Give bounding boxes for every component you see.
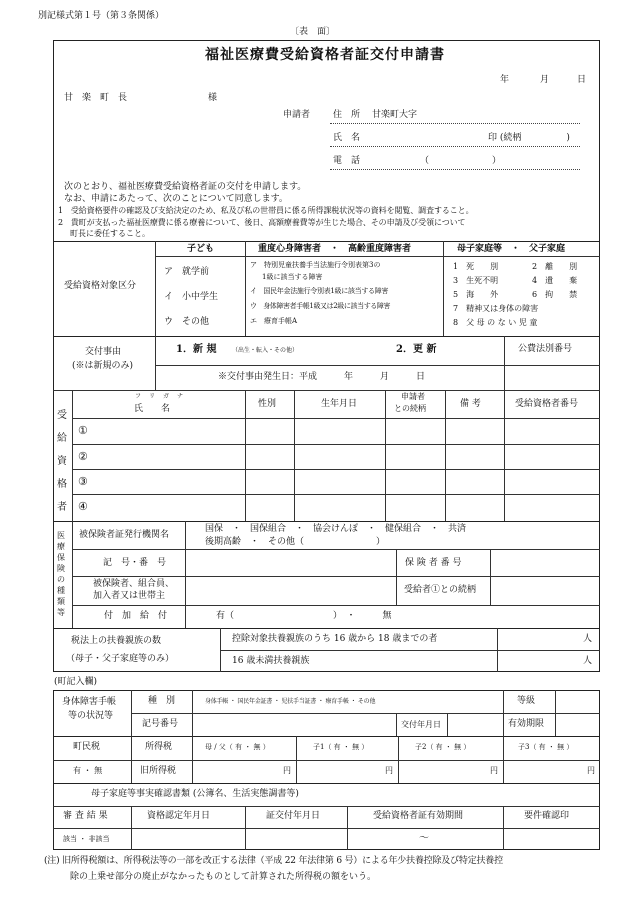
issuer-label: 被保険者証発行機関名 (79, 530, 170, 540)
disabled-option-u[interactable]: ウ 身体障害者手帳1級又は2級に該当する障害 (250, 302, 391, 310)
recipient-side-4: 格 (57, 479, 67, 490)
seal-relation-field[interactable]: 印 (続柄 ) (488, 133, 570, 143)
single-option-3[interactable]: 3 生死不明 (453, 276, 499, 285)
issue-date-col: 証交付年月日 (266, 811, 321, 821)
date-day: 日 (577, 75, 587, 85)
recipient-side-1: 受 (57, 410, 67, 421)
relation-col-label: 申請者 (401, 392, 425, 401)
child2-tax[interactable]: 子2（ 有 ・ 無 ） (415, 743, 471, 751)
dependents-unit-1: 人 (583, 634, 593, 644)
handbook-label: 身体障害手帳 (62, 697, 117, 707)
yen-4: 円 (587, 766, 595, 775)
consent-item1: 1 受給資格要件の確認及び支給決定のため、私及び私の世帯員に係る所得課税状況等の資料を閲覧、調査すること。 (58, 206, 474, 215)
public-no-label: 公費法別番号 (518, 344, 573, 354)
father-tax[interactable]: 母 / 父（ 有 ・ 無 ） (205, 743, 270, 751)
reason-note: (※は新規のみ) (72, 361, 134, 371)
record-label: 記号番号 (142, 719, 179, 729)
cert-date-label: 資格認定年月日 (147, 811, 211, 821)
addressee-sama: 様 (208, 93, 218, 103)
insured-label-2: 加入者又は世帯主 (93, 591, 166, 601)
consent-line2: なお、申請にあたって、次のことについて同意します。 (64, 194, 288, 204)
town-heading: (町記入欄) (54, 677, 98, 687)
insurer-no-label: 保 険 者 番 号 (405, 558, 462, 568)
applicant-label: 申請者 (283, 110, 311, 120)
recipient-side-3: 資 (57, 456, 67, 467)
recipient-row-2[interactable]: ② (78, 450, 88, 463)
dependents-row-1: 控除対象扶養親族のうち 16 歳から 18 歳までの者 (232, 634, 438, 644)
birth-col-label: 生年月日 (321, 399, 358, 409)
form-number: 別記様式第１号（第３条関係） (38, 11, 165, 21)
single-option-7[interactable]: 7 精神又は身体の障害 (453, 304, 539, 313)
benefit-label: 付 加 給 付 (104, 611, 168, 621)
address-label: 住 所 (333, 110, 361, 120)
footnote-line2: 除の上乗せ部分の廃止がなかったものとして計算された所得税の額をいう。 (70, 872, 377, 882)
ins-side-4: 険 (57, 564, 65, 573)
child-option-a[interactable]: ア 就学前 (164, 267, 210, 277)
col-disabled: 重度心身障害者 ・ 高齢重度障害者 (258, 244, 412, 254)
yen-3: 円 (490, 766, 498, 775)
single-option-2[interactable]: 2 離 別 (532, 262, 578, 271)
notes-col-label: 備 考 (460, 399, 481, 409)
phone-label: 電 話 (333, 156, 361, 166)
recipient-row-1[interactable]: ① (78, 424, 88, 437)
valid-period-label: 受給資格者証有効期間 (373, 811, 464, 821)
income-tax-label: 所得税 (145, 742, 173, 752)
type-label: 種 別 (148, 696, 176, 706)
tax-label: 町民税 (73, 742, 101, 752)
child-option-u[interactable]: ウ その他 (164, 317, 210, 327)
valid-period-tilde: 〜 (419, 833, 429, 844)
disabled-option-a[interactable]: ア 特別児童扶養手当法施行令別表第3の (250, 261, 381, 269)
address-field[interactable]: 甘楽町大字 (372, 110, 418, 120)
valid-label: 有効期限 (508, 719, 545, 729)
addressee: 甘 楽 町 長 (64, 93, 128, 103)
recipient-row-4[interactable]: ④ (78, 500, 88, 513)
old-income-tax-label: 旧所得税 (140, 766, 177, 776)
occur-date[interactable]: ※交付事由発生日：平成 年 月 日 (218, 372, 426, 382)
page-title: 福祉医療費受給資格者証交付申請書 (205, 47, 445, 63)
reason-new-note: （出生・転入・その他） (232, 347, 299, 354)
type-value[interactable]: 身体手帳 ・ 国民年金証書 ・ 児扶手当証書 ・ 療育手帳 ・ その他 (205, 698, 376, 705)
review-label: 審 査 結 果 (63, 811, 108, 821)
disabled-option-e[interactable]: エ 療育手帳A (250, 317, 298, 325)
handbook-label-2: 等の状況等 (68, 711, 114, 721)
ins-side-3: 保 (57, 553, 65, 562)
ins-side-1: 医 (57, 531, 65, 540)
ins-side-8: 等 (57, 608, 65, 617)
issue-date-label: 交付年月日 (401, 720, 441, 729)
dependents-unit-2: 人 (583, 656, 593, 666)
child1-tax[interactable]: 子1（ 有 ・ 無 ） (313, 743, 369, 751)
disabled-option-i[interactable]: イ 国民年金法施行令別表1級に該当する障害 (250, 287, 389, 295)
relation-col-label-2: との続柄 (394, 404, 426, 413)
sex-col-label: 性別 (258, 399, 277, 409)
category-label: 受給資格対象区分 (64, 281, 137, 291)
recipient-side-2: 給 (57, 433, 67, 444)
consent-line1: 次のとおり、福祉医療費受給資格者証の交付を申請します。 (64, 182, 307, 192)
col-single-parent: 母子家庭等 ・ 父子家庭 (457, 244, 566, 254)
child-option-i[interactable]: イ 小中学生 (164, 292, 219, 302)
single-option-1[interactable]: 1 死 別 (453, 262, 499, 271)
cert-no-col-label: 受給資格者番号 (515, 399, 579, 409)
child3-tax[interactable]: 子3（ 有 ・ 無 ） (518, 743, 574, 751)
yen-2: 円 (385, 766, 393, 775)
seal-label: 要件確認印 (524, 811, 570, 821)
grade-label: 等級 (517, 696, 536, 706)
ins-side-5: の (57, 575, 65, 584)
footnote-line1: (注) 旧所得税額は、所得税法等の一部を改正する法律（平成 22 年法律第 6 号）による年少扶養控除及び特定扶養控 (44, 856, 503, 866)
ins-side-7: 類 (57, 597, 65, 606)
consent-item2: 2 貴町が支払った福祉医療費に係る療養について、後日、高額療養費等が生じた場合、その申請及び受領について (58, 218, 466, 227)
recipient-row-3[interactable]: ③ (78, 475, 88, 488)
tax-yesno[interactable]: 有 ・ 無 (73, 766, 103, 775)
review-value[interactable]: 該当 ・ 非該当 (63, 835, 110, 843)
insured-label: 被保険者、組合員、 (93, 579, 175, 589)
ins-side-6: 種 (57, 586, 65, 595)
dependents-label-2: （母子・父子家庭等のみ） (66, 654, 175, 664)
relation-label: 受給者①との続柄 (404, 585, 477, 595)
disabled-option-a-cont: 1級に該当する障害 (262, 273, 323, 281)
form-side: 〔表 面〕 (290, 27, 336, 37)
date-year: 年 (500, 75, 510, 85)
col-child: 子ども (187, 244, 215, 254)
insurance-types-2[interactable]: 後期高齢 ・ その他（ ） (205, 537, 386, 547)
single-docs-label: 母子家庭等事実確認書類 (公簿名、生活実態調書等) (91, 789, 299, 799)
single-option-4[interactable]: 4 遺 棄 (532, 276, 578, 285)
reason-label: 交付事由 (85, 347, 122, 357)
recipient-side-5: 者 (57, 502, 67, 513)
single-option-8[interactable]: 8 父 母 の な い 児 童 (453, 318, 538, 327)
phone-field[interactable]: （ ） (420, 156, 502, 166)
insurance-types[interactable]: 国保 ・ 国保組合 ・ 協会けんぽ ・ 健保組合 ・ 共済 (205, 524, 467, 534)
single-option-6[interactable]: 6 拘 禁 (532, 290, 578, 299)
yen-1: 円 (283, 766, 291, 775)
reason-new[interactable]: 1．新 規 (176, 344, 217, 355)
benefit-value[interactable]: 有（ ） ・ 無 (216, 611, 392, 621)
date-month: 月 (540, 75, 550, 85)
dependents-label: 税法上の扶養親族の数 (71, 636, 162, 646)
symbol-label: 記 号・番 号 (103, 558, 167, 568)
furigana-label: フ リ ガ ナ (135, 393, 185, 400)
town-table (53, 690, 600, 850)
name-col-label: 氏 名 (134, 404, 171, 414)
consent-item2-cont: 町長に委任すること。 (70, 229, 150, 238)
ins-side-2: 療 (57, 542, 65, 551)
single-option-5[interactable]: 5 海 外 (453, 290, 499, 299)
name-label: 氏 名 (333, 133, 361, 143)
dependents-row-2: 16 歳未満扶養親族 (232, 656, 310, 666)
reason-renew[interactable]: 2．更 新 (396, 344, 437, 355)
